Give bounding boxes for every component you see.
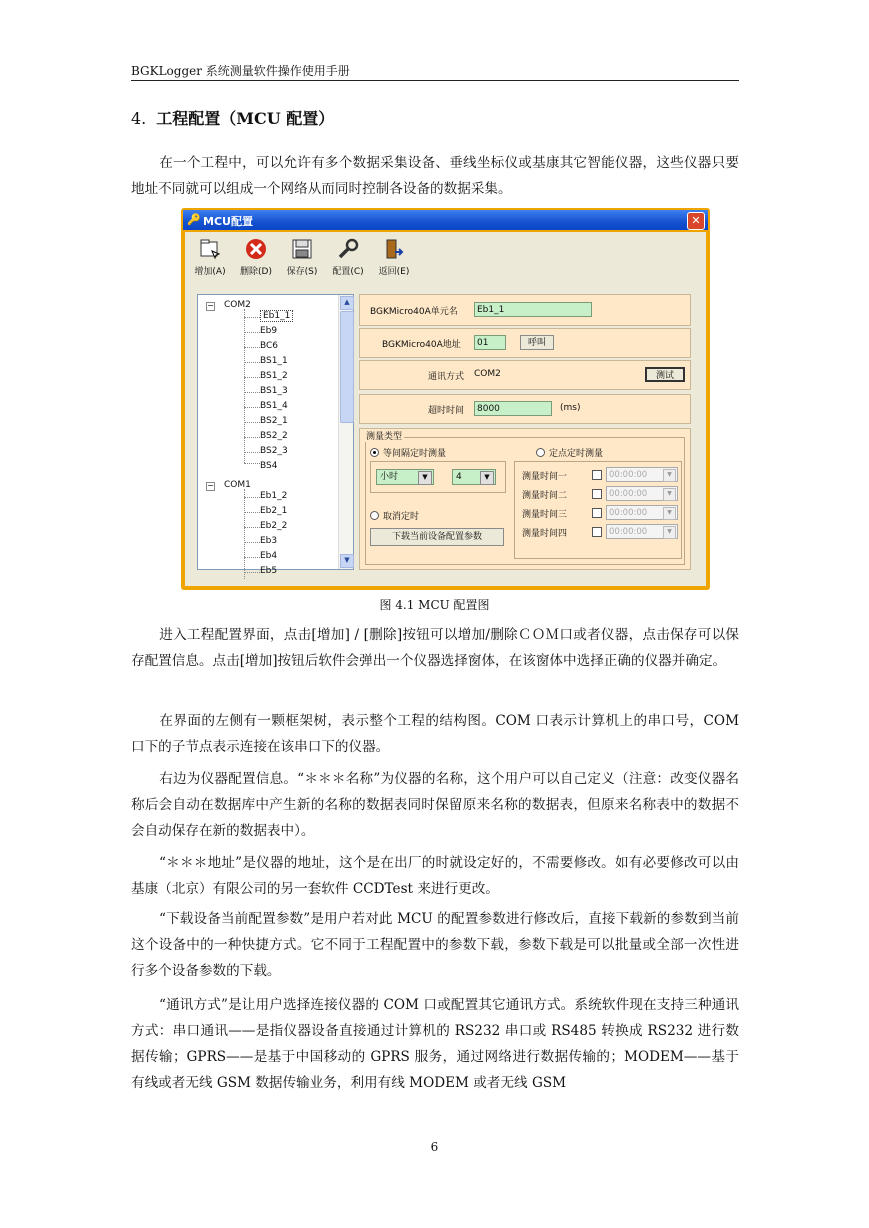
chevron-down-icon: ▼ xyxy=(663,488,676,501)
tree-node-eb5[interactable]: Eb5 xyxy=(260,566,278,576)
tree-node-eb9[interactable]: Eb9 xyxy=(260,326,278,336)
radio-dot xyxy=(370,448,379,457)
tree-connector xyxy=(244,332,260,333)
tree-connector xyxy=(244,542,260,543)
tree-node-bs2-3[interactable]: BS2_3 xyxy=(260,446,288,456)
radio-fixed[interactable] xyxy=(536,446,603,459)
tree-node-bc6[interactable]: BC6 xyxy=(260,341,279,351)
tree-node-eb2-1[interactable]: Eb2_1 xyxy=(260,506,288,516)
window-titlebar xyxy=(183,210,708,230)
add-button-label: 增加(A) xyxy=(194,267,226,277)
time3-checkbox[interactable] xyxy=(592,508,602,518)
tree-node-eb3[interactable]: Eb3 xyxy=(260,536,278,546)
section-number: 4. xyxy=(131,109,147,128)
radio-interval[interactable] xyxy=(370,446,446,459)
tree-connector xyxy=(244,497,260,498)
tree-node-eb4[interactable]: Eb4 xyxy=(260,551,278,561)
time2-checkbox[interactable] xyxy=(592,489,602,499)
comm-value: COM2 xyxy=(474,369,501,379)
scroll-up-icon[interactable]: ▲ xyxy=(340,296,354,310)
time3-label: 测量时间三 xyxy=(522,510,568,520)
radio-cancel-label: 取消定时 xyxy=(383,512,420,522)
tree-node-com2[interactable]: COM2 xyxy=(224,300,251,310)
tree-connector xyxy=(244,527,260,528)
unit-name-panel xyxy=(359,294,691,326)
time3-value: 00:00:00 xyxy=(609,508,648,518)
tree-node-com1[interactable]: COM1 xyxy=(224,480,251,490)
comm-label: 通讯方式 xyxy=(428,372,465,382)
close-icon: ✕ xyxy=(691,214,701,227)
delete-button[interactable] xyxy=(233,236,279,278)
section-title-text: 工程配置（MCU 配置） xyxy=(156,109,335,128)
tree-connector xyxy=(244,317,260,318)
paragraph-4-text: “＊＊＊地址”是仪器的地址，这个是在出厂的时就设定好的，不需要修改。如有必要修改可以由基康（北京）有限公司的另一套软件 CCDTest 来进行更改。 xyxy=(131,855,739,897)
page-header: BGKLogger 系统测量软件操作使用手册 xyxy=(131,64,350,78)
tree-connector xyxy=(244,377,260,378)
tree-connector xyxy=(244,572,260,573)
unit-name-label: BGKMicro40A单元名 xyxy=(370,307,458,317)
tree-connector xyxy=(244,452,260,453)
tree-scrollbar[interactable] xyxy=(338,295,353,569)
paragraph-1-text: 进入工程配置界面，点击[增加] / [删除]按钮可以增加/删除ＣＯＭ口或者仪器，点击保存可以保存配置信息。点击[增加]按钮后软件会弹出一个仪器选择窗体，在该窗体中选择正确的仪器并确定。 xyxy=(131,627,739,669)
paragraph-3-text: 右边为仪器配置信息。“＊＊＊名称”为仪器的名称，这个用户可以自己定义（注意：改变仪器名称后会自动在数据库中产生新的名称的数据表同时保留原来名称的数据表，但原来名称表中的数据不会自动保存在新的数据表中）。 xyxy=(131,771,739,839)
paragraph-6 xyxy=(131,992,739,1096)
tree-line xyxy=(244,489,245,579)
paragraph-2-text: 在界面的左侧有一颗框架树，表示整个工程的结构图。COM 口表示计算机上的串口号，COM 口下的子节点表示连接在该串口下的仪器。 xyxy=(131,713,739,755)
tree-node-bs1-3[interactable]: BS1_3 xyxy=(260,386,288,396)
intro-paragraph xyxy=(131,150,739,202)
tree-connector xyxy=(244,463,260,464)
address-panel xyxy=(359,328,691,358)
tree-node-eb2-2[interactable]: Eb2_2 xyxy=(260,521,288,531)
close-button[interactable] xyxy=(687,212,705,230)
paragraph-4 xyxy=(131,850,739,902)
radio-cancel[interactable] xyxy=(370,509,419,522)
tree-connector xyxy=(244,512,260,513)
save-button-label: 保存(S) xyxy=(286,267,318,277)
unit-name-input[interactable]: Eb1_1 xyxy=(474,302,592,317)
radio-fixed-label: 定点定时测量 xyxy=(549,449,604,459)
tree-node-bs1-1[interactable]: BS1_1 xyxy=(260,356,288,366)
tree-connector xyxy=(244,437,260,438)
chevron-down-icon: ▼ xyxy=(663,507,676,520)
time4-input[interactable] xyxy=(606,524,678,539)
time4-value: 00:00:00 xyxy=(609,527,648,537)
folder-add-icon xyxy=(199,238,221,260)
delete-button-label: 删除(D) xyxy=(240,267,272,277)
chevron-down-icon: ▼ xyxy=(418,471,432,485)
tree-node-bs2-2[interactable]: BS2_2 xyxy=(260,431,288,441)
project-tree[interactable] xyxy=(197,294,354,576)
exit-icon xyxy=(383,238,405,260)
chevron-down-icon: ▼ xyxy=(663,526,676,539)
radio-dot xyxy=(370,511,379,520)
delete-icon xyxy=(245,238,267,260)
tree-connector xyxy=(244,407,260,408)
wrench-icon xyxy=(337,238,359,260)
tree-node-eb1-2[interactable]: Eb1_2 xyxy=(260,491,288,501)
paragraph-6-text: “通讯方式”是让用户选择连接仪器的 COM 口或配置其它通讯方式。系统软件现在支持三种通讯方式：串口通讯——是指仪器设备直接通过计算机的 RS232 串口或 RS485 转换成 RS232 进行数据传输；GPRS——是基于中国移动的 GPRS 服务，通过网络进行数据传输的；MODEM——基于有线或者无线 GSM 数据传输业务，利用有线 MODEM 或者无线 GSM xyxy=(131,997,739,1091)
tree-node-bs4[interactable]: BS4 xyxy=(260,461,278,471)
call-button[interactable]: 呼叫 xyxy=(520,335,554,350)
window-title: MCU配置 xyxy=(203,215,253,228)
scroll-thumb[interactable] xyxy=(340,311,354,423)
config-button[interactable] xyxy=(325,236,371,278)
time2-input[interactable] xyxy=(606,486,678,501)
time2-value: 00:00:00 xyxy=(609,489,648,499)
time1-checkbox[interactable] xyxy=(592,470,602,480)
tree-node-bs2-1[interactable]: BS2_1 xyxy=(260,416,288,426)
paragraph-2 xyxy=(131,708,739,760)
add-button[interactable] xyxy=(187,236,233,278)
tree-node-eb1-1[interactable] xyxy=(260,311,293,321)
timeout-unit: (ms) xyxy=(560,403,581,413)
time4-label: 测量时间四 xyxy=(522,529,568,539)
paragraph-5-text: “下载设备当前配置参数”是用户若对此 MCU 的配置参数进行修改后，直接下载新的参数到当前这个设备中的一种快捷方式。它不同于工程配置中的参数下载，参数下载是可以批量或全部一次性进行多个设备参数的下载。 xyxy=(131,911,739,979)
measure-type-group xyxy=(359,428,691,570)
return-button[interactable] xyxy=(371,236,417,278)
com2-expander[interactable]: − xyxy=(207,301,214,310)
paragraph-5 xyxy=(131,906,739,984)
interval-unit-select[interactable] xyxy=(376,469,434,485)
radio-dot xyxy=(536,448,545,457)
scroll-down-icon[interactable]: ▼ xyxy=(340,554,354,568)
timeout-input[interactable]: 8000 xyxy=(474,401,552,416)
tree-node-bs1-4[interactable]: BS1_4 xyxy=(260,401,288,411)
time2-label: 测量时间二 xyxy=(522,491,568,501)
radio-interval-label: 等间隔定时测量 xyxy=(383,449,447,459)
intro-text: 在一个工程中，可以允许有多个数据采集设备、垂线坐标仪或基康其它智能仪器，这些仪器只要地址不同就可以组成一个网络从而同时控制各设备的数据采集。 xyxy=(131,155,739,197)
comm-panel xyxy=(359,360,691,390)
page-number: 6 xyxy=(430,1140,439,1154)
download-config-button[interactable]: 下载当前设备配置参数 xyxy=(370,528,504,546)
time1-label: 测量时间一 xyxy=(522,472,568,482)
time1-input[interactable] xyxy=(606,467,678,482)
mcu-config-window xyxy=(181,208,710,590)
chevron-down-icon: ▼ xyxy=(480,471,494,485)
interval-value-select[interactable] xyxy=(452,469,496,485)
tree-connector xyxy=(244,362,260,363)
test-button[interactable]: 测试 xyxy=(645,367,685,382)
timeout-panel xyxy=(359,394,691,424)
com1-expander[interactable]: − xyxy=(207,481,214,490)
time1-value: 00:00:00 xyxy=(609,470,648,480)
measure-type-label: 测量类型 xyxy=(364,429,404,442)
time4-checkbox[interactable] xyxy=(592,527,602,537)
paragraph-1 xyxy=(131,622,739,674)
tree-connector xyxy=(244,347,260,348)
tree-connector xyxy=(244,422,260,423)
tree-node-label: Eb1_1 xyxy=(260,310,293,322)
time3-input[interactable] xyxy=(606,505,678,520)
interval-value: 4 xyxy=(456,472,462,482)
window-client xyxy=(185,232,706,586)
return-button-label: 返回(E) xyxy=(378,267,410,277)
tree-connector xyxy=(244,557,260,558)
tree-connector xyxy=(244,392,260,393)
key-icon: 🔑 xyxy=(187,213,201,226)
save-button[interactable] xyxy=(279,236,325,278)
paragraph-3 xyxy=(131,766,739,844)
address-input[interactable]: 01 xyxy=(474,335,506,350)
section-title xyxy=(131,106,334,129)
config-button-label: 配置(C) xyxy=(332,267,364,277)
chevron-down-icon: ▼ xyxy=(663,469,676,482)
interval-unit-value: 小时 xyxy=(380,472,399,482)
timeout-label: 超时时间 xyxy=(428,406,465,416)
figure-caption: 图 4.1 MCU 配置图 xyxy=(379,598,490,612)
address-label: BGKMicro40A地址 xyxy=(382,340,461,350)
save-icon xyxy=(291,238,313,260)
tree-node-bs1-2[interactable]: BS1_2 xyxy=(260,371,288,381)
header-rule xyxy=(131,80,739,81)
